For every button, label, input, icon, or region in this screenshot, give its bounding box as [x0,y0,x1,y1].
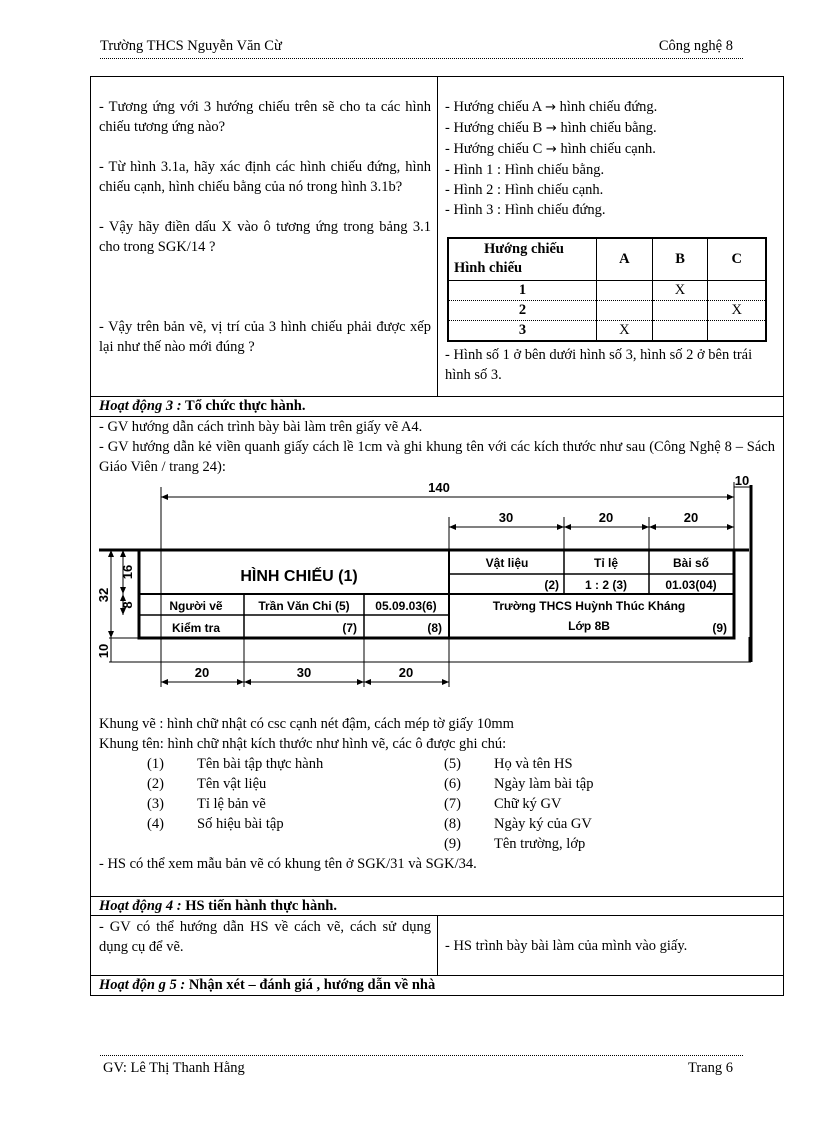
cell-8: (8) [427,621,442,635]
arrow-right-icon: → [545,142,557,157]
activity-3-text: - GV hướng dẫn cách trình bày bài làm trên giấy vẽ A4. - GV hướng dẫn kẻ viền quanh giấy cách lề 1cm và ghi khung tên với các kích thước như sau (Công Nghệ 8 – Sách Giáo Viên / trang 24): [99,419,775,475]
cell-bai-so: Bài số [672,556,710,570]
answer-h2: - Hình 2 : Hình chiếu cạnh. [445,182,604,198]
cell-7: (7) [342,621,357,635]
question-4: - Vậy trên bản vẽ, vị trí của 3 hình chiếu phải được xếp lại như thế nào mới đúng ? [99,319,431,355]
dim-20b: 20 [683,510,699,525]
dim-b20b: 20 [398,665,414,680]
legend-list [99,754,775,854]
activity-3-heading: Hoạt động 3 : Tổ chức thực hành. [90,397,784,417]
note-khung-ten: Khung tên: hình chữ nhật kích thước như hình vẽ, các ô được ghi chú: [99,736,507,752]
cell-vat-lieu: Vật liệu [485,556,529,570]
page-header [100,38,743,59]
arrow-right-icon: → [545,121,557,136]
school-name: Trường THCS Nguyễn Văn Cừ [100,38,282,54]
cell-2: (2) [544,578,559,592]
list-item: (6) Ngày làm bài tập [444,776,594,792]
answer-h1: - Hình 1 : Hình chiếu bằng. [445,162,605,178]
question-2: - Từ hình 3.1a, hãy xác định các hình chiếu đứng, hình chiếu cạnh, hình chiếu bằng của nó trong hình 3.1b? [99,159,431,195]
cell-9: (9) [712,621,727,635]
page-footer [100,1055,743,1078]
list-item: (2) Tên vật liệu [147,776,267,792]
list-item: (9) Tên trường, lớp [444,836,586,852]
table-row: 3 X [448,320,766,341]
activity-4-body [90,916,784,976]
activity-3-body [90,417,784,896]
answer-h3: - Hình 3 : Hình chiếu đứng. [445,202,606,218]
list-item: (1) Tên bài tập thực hành [147,756,324,772]
list-item: (5) Họ và tên HS [444,756,573,772]
dim-20a: 20 [598,510,614,525]
answer-c: - Hướng chiếu C → hình chiếu cạnh. [445,141,656,157]
list-item: (4) Số hiệu bài tập [147,816,284,832]
col-header-c: C [708,238,766,280]
answer-a: - Hướng chiếu A → hình chiếu đứng. [445,99,658,115]
activity-5-heading: Hoạt độn g 5 : Nhận xét – đánh giá , hướng dẫn về nhà [90,976,784,996]
note-khung-ve: Khung vẽ : hình chữ nhật có csc cạnh nét đậm, cách mép tờ giấy 10mm [99,716,514,732]
dim-b30: 30 [296,665,312,680]
subject-name: Công nghệ 8 [658,38,733,54]
cell-ngay: 05.09.03(6) [375,599,437,613]
answer-b: - Hướng chiếu B → hình chiếu bằng. [445,120,657,136]
column-divider [437,77,438,396]
table-corner-header: Hướng chiếu Hình chiếu [448,238,597,280]
question-3: - Vậy hãy điền dấu X vào ô tương ứng trong bảng 3.1 cho trong SGK/14 ? [99,219,431,255]
dim-10-bottom: 10 [96,643,111,659]
title-block-drawing [96,473,769,712]
dim-140: 140 [428,480,450,495]
column-divider [437,916,438,975]
dim-8: 8 [120,601,135,609]
dim-b20: 20 [194,665,210,680]
activity-4-heading: Hoạt động 4 : HS tiến hành thực hành. [90,896,784,916]
cell-4: 01.03(04) [665,578,717,592]
questions-column [99,97,431,357]
dim-30: 30 [498,510,514,525]
drawing-title: HÌNH CHIẾU (1) [240,568,358,585]
activity-4-right: - HS trình bày bài làm của mình vào giấy. [445,938,688,954]
table-row: 1 X [448,280,766,300]
projection-table [447,237,767,342]
dim-10: 10 [734,473,750,488]
question-1: - Tương ứng với 3 hướng chiếu trên sẽ cho ta các hình chiếu tương ứng nào? [99,99,431,135]
teacher-name: GV: Lê Thị Thanh Hằng [103,1060,245,1076]
cell-truong: Trường THCS Huỳnh Thúc Kháng [492,599,686,613]
list-item: (8) Ngày ký của GV [444,816,592,832]
note-sgk: - HS có thể xem mẫu bản vẽ có khung tên ở SGK/31 và SGK/34. [99,856,477,872]
col-header-a: A [597,238,653,280]
cell-nguoi-ve: Người vẽ [169,599,223,613]
notes [99,714,775,874]
answer-position: - Hình số 1 ở bên dưới hình số 3, hình số 2 ở bên trái hình số 3. [445,347,753,383]
cell-ti-le: Tỉ lệ [593,556,619,570]
cell-kiem-tra: Kiểm tra [171,621,221,635]
qa-table [90,76,784,397]
table-row: 2 X [448,300,766,320]
activity-4-left: - GV có thể hướng dẫn HS về cách vẽ, cách sử dụng dụng cụ để vẽ. [99,919,431,955]
cell-3: 1 : 2 (3) [584,578,628,592]
cell-lop: Lớp 8B [568,619,610,633]
arrow-right-icon: → [545,100,557,115]
dim-16: 16 [120,564,135,580]
page-number: Trang 6 [688,1060,733,1076]
col-header-b: B [652,238,708,280]
list-item: (3) Tỉ lệ bản vẽ [147,796,266,812]
dim-32: 32 [96,587,111,603]
cell-ten: Trần Văn Chi (5) [258,599,350,613]
list-item: (7) Chữ ký GV [444,796,562,812]
